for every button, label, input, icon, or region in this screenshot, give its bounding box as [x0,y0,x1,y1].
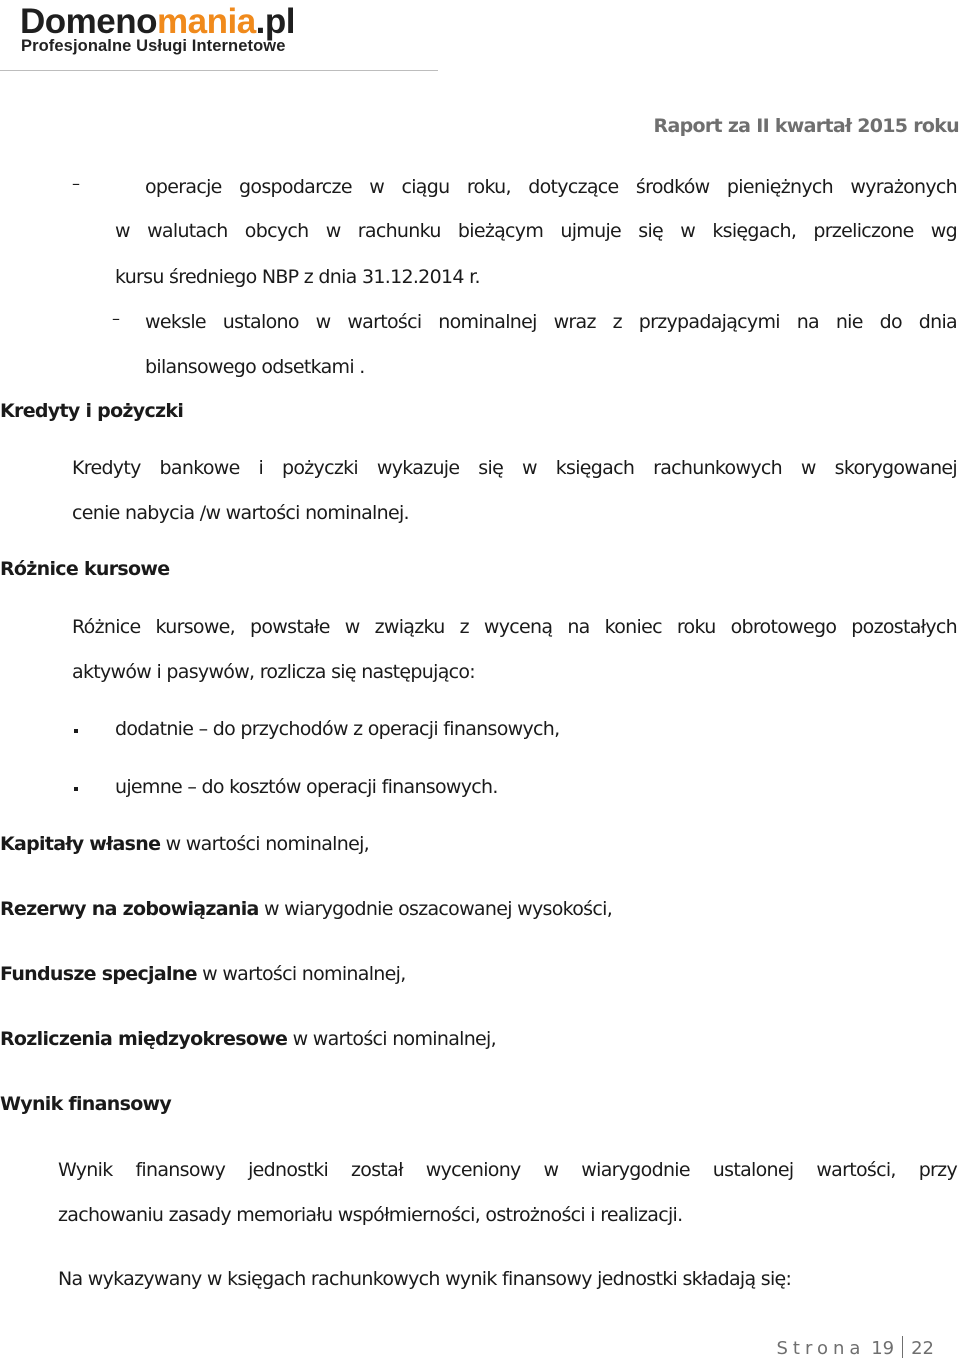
header-divider [0,70,438,71]
valuation-term: Rezerwy na zobowiązania [0,898,259,920]
valuation-description: w wartości nominalnej, [196,963,406,985]
valuation-term: Kapitały własne [0,833,161,855]
dash-item-line: w walutach obcych w rachunku bieżącym ujmuje się w księgach, przeliczone wg [115,220,957,242]
section-heading-roznice: Różnice kursowe [0,558,170,580]
wynik-text-line: Na wykazywany w księgach rachunkowych wynik finansowy jednostki składają się: [58,1268,792,1290]
report-title: Raport za II kwartał 2015 roku [653,115,959,137]
valuation-description: w wartości nominalnej, [160,833,369,855]
company-logo [20,2,295,42]
dash-item-line: bilansowego odsetkami . [145,356,365,378]
valuation-description: w wartości nominalnej, [287,1028,496,1050]
square-bullet [74,787,78,791]
logo-text-tld: .pl [255,2,295,41]
valuation-line-fundusze [0,961,406,987]
logo-tagline: Profesjonalne Usługi Internetowe [21,37,286,55]
footer-page-number: 19 [871,1338,895,1359]
valuation-term: Fundusze specjalne [0,963,197,985]
square-bullet [74,729,78,733]
logo-text-accent: mania [157,2,256,41]
dash-bullet: – [112,309,120,328]
dash-item-line: operacje gospodarcze w ciągu roku, dotyczące środków pieniężnych wyrażonych [145,176,957,198]
section-heading-wynik: Wynik finansowy [0,1093,172,1115]
wynik-text-line: zachowaniu zasady memoriału współmierności, ostrożności i realizacji. [58,1204,683,1226]
kredyty-text-line: cenie nabycia /w wartości nominalnej. [72,502,409,524]
valuation-term: Rozliczenia międzyokresowe [0,1028,288,1050]
section-heading-kredyty: Kredyty i pożyczki [0,400,184,422]
roznice-text-line: aktywów i pasywów, rozlicza się następująco: [72,661,476,683]
valuation-line-rozliczenia [0,1026,496,1052]
dash-item-line: weksle ustalono w wartości nominalnej wraz z przypadającymi na nie do dnia [145,311,957,333]
logo-text-main: Domeno [20,2,157,41]
page-footer [777,1336,935,1359]
dash-item-line: kursu średniego NBP z dnia 31.12.2014 r. [115,266,480,288]
valuation-line-kapitaly [0,831,369,857]
roznice-text-line: Różnice kursowe, powstałe w związku z wyceną na koniec roku obrotowego pozostałych [72,616,957,638]
wynik-text-line: Wynik finansowy jednostki został wyceniony w wiarygodnie ustalonej wartości, przy [58,1159,957,1181]
kredyty-text-line: Kredyty bankowe i pożyczki wykazuje się w księgach rachunkowych w skorygowanej [72,457,957,479]
footer-separator [902,1336,903,1358]
roznice-bullet-item: dodatnie – do przychodów z operacji finansowych, [115,718,560,740]
footer-page-total: 22 [911,1338,934,1359]
valuation-description: w wiarygodnie oszacowanej wysokości, [258,898,613,920]
valuation-line-rezerwy [0,896,612,922]
roznice-bullet-item: ujemne – do kosztów operacji finansowych. [115,776,498,798]
footer-label: Strona [776,1338,866,1359]
dash-bullet: – [72,174,80,193]
